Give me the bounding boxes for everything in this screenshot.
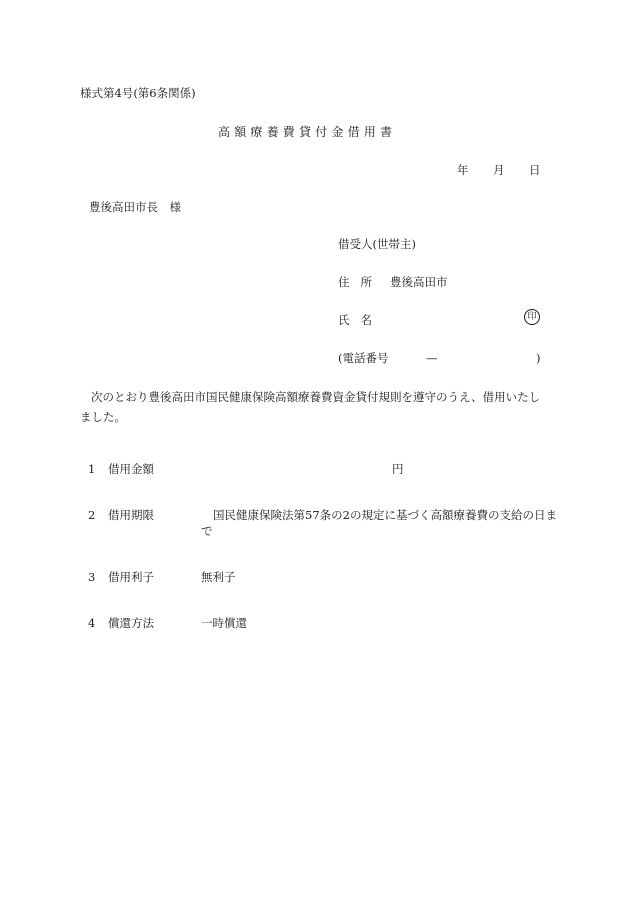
item-loan-period: [88, 507, 154, 523]
address-label: 住所: [338, 275, 383, 289]
statement-text: 次のとおり豊後高田市国民健康保険高額療養費資金貸付規則を遵守のうえ、借用いたしました。: [80, 390, 541, 424]
item-repayment-method: [88, 615, 154, 631]
item-number: 2: [88, 508, 96, 522]
name-row: [338, 312, 383, 328]
date-year-label: 年: [457, 163, 469, 177]
item-label: 償還方法: [108, 616, 154, 630]
item-loan-amount: [88, 461, 154, 477]
item-loan-interest: [88, 569, 154, 585]
item-number: 1: [88, 462, 96, 476]
name-label: 氏名: [338, 313, 383, 327]
date-day-label: 日: [529, 163, 541, 177]
document-title: 高額療養費貸付金借用書: [218, 125, 397, 139]
item-repayment-method-value: 一時償還: [201, 616, 247, 630]
item-number: 3: [88, 570, 96, 584]
date-month-label: 月: [493, 163, 505, 177]
item-label: 借用金額: [108, 462, 154, 476]
seal-icon: 印: [524, 309, 540, 325]
borrower-label: 借受人(世帯主): [338, 237, 416, 251]
recipient: 豊後高田市長 様: [89, 200, 181, 214]
phone-dash: —: [426, 351, 438, 365]
date-line: [457, 162, 541, 178]
address-value: 豊後高田市: [390, 275, 448, 289]
item-loan-period-value: 国民健康保険法第57条の2の規定に基づく高額療養費の支給の日まで: [201, 508, 557, 538]
address-row: [338, 274, 448, 290]
item-loan-amount-unit: 円: [392, 462, 404, 476]
phone-close: ): [536, 351, 541, 365]
phone-label: (電話番号: [338, 351, 389, 365]
item-loan-interest-value: 無利子: [201, 570, 236, 584]
item-label: 借用期限: [108, 508, 154, 522]
phone-row: [338, 350, 541, 366]
item-number: 4: [88, 616, 96, 630]
item-label: 借用利子: [108, 570, 154, 584]
form-number: 様式第4号(第6条関係): [80, 86, 196, 100]
